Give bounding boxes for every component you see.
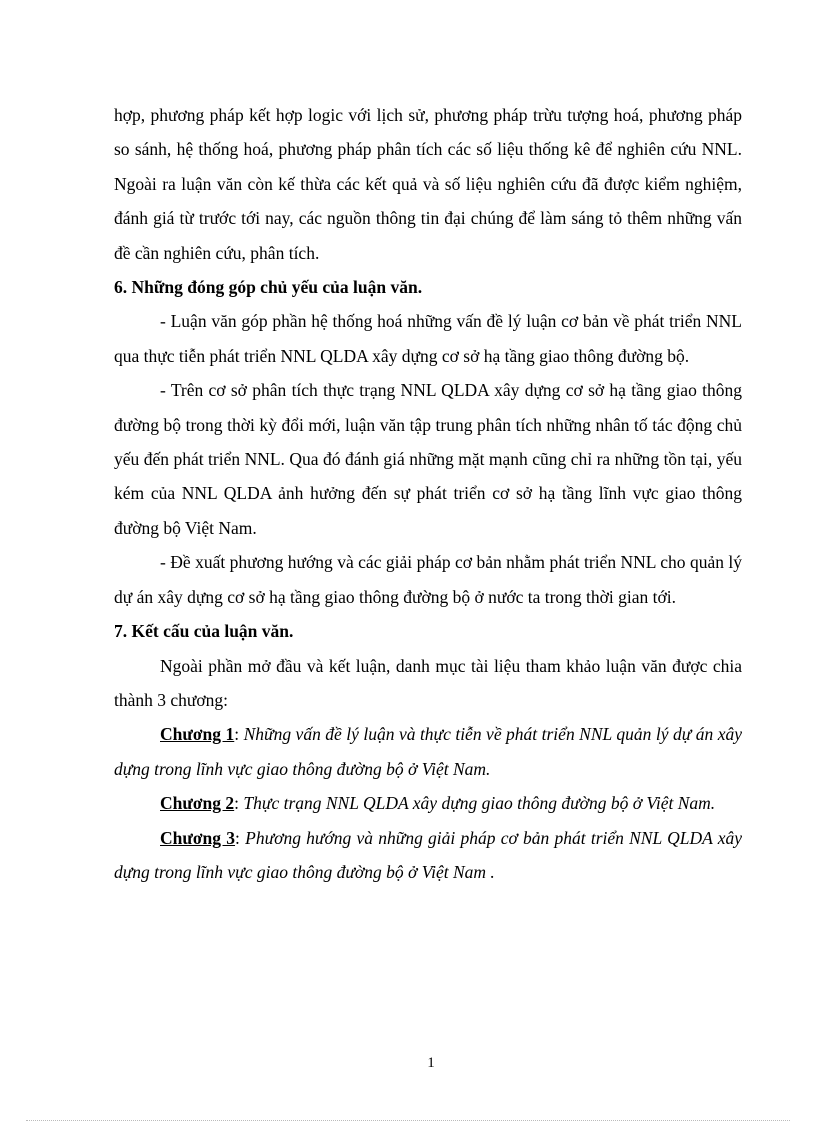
section-6-item-1: - Luận văn góp phần hệ thống hoá những vấn đề lý luận cơ bản về phát triển NNL qua thực tiễn phát triển NNL QLDA xây dựng cơ sở hạ tầng giao thông đường bộ.	[114, 311, 742, 366]
chapter-2-title: Thực trạng NNL QLDA xây dựng giao thông đường bộ ở Việt Nam.	[243, 793, 716, 814]
document-body	[114, 98, 742, 889]
page-bottom-divider	[26, 1120, 790, 1121]
section-6-item-3: - Đề xuất phương hướng và các giải pháp cơ bản nhằm phát triển NNL cho quản lý dự án xây dựng cơ sở hạ tầng giao thông đường bộ ở nước ta trong thời gian tới.	[114, 552, 742, 607]
intro-paragraph: hợp, phương pháp kết hợp logic với lịch sử, phương pháp trừu tượng hoá, phương pháp so sánh, hệ thống hoá, phương pháp phân tích các số liệu thống kê để nghiên cứu NNL. Ngoài ra luận văn còn kế thừa các kết quả và số liệu nghiên cứu đã được kiểm nghiệm, đánh giá từ trước tới nay, các nguồn thông tin đại chúng để làm sáng tỏ thêm những vấn đề cần nghiên cứu, phân tích.	[114, 105, 742, 263]
chapter-3-label: Chương 3	[160, 827, 236, 848]
section-7-intro: Ngoài phần mở đầu và kết luận, danh mục tài liệu tham khảo luận văn được chia thành 3 chương:	[114, 655, 742, 710]
chapter-3-entry	[114, 821, 742, 890]
chapter-1-title: Những vấn đề lý luận và thực tiễn về phát triển NNL quản lý dự án xây dựng trong lĩnh vực giao thông đường bộ ở Việt Nam.	[114, 724, 742, 779]
section-7-heading: 7. Kết cấu của luận văn.	[114, 621, 294, 642]
chapter-1-label: Chương 1	[160, 724, 235, 745]
chapter-2-separator: :	[234, 793, 244, 814]
chapter-1-separator: :	[234, 724, 244, 745]
section-6-item-2: - Trên cơ sở phân tích thực trạng NNL QLDA xây dựng cơ sở hạ tầng giao thông đường bộ trong thời kỳ đổi mới, luận văn tập trung phân tích những nhân tố tác động chủ yếu đến phát triển NNL. Qua đó đánh giá những mặt mạnh cũng chỉ ra những tồn tại, yếu kém của NNL QLDA ảnh hưởng đến sự phát triển cơ sở hạ tầng lĩnh vực giao thông đường bộ Việt Nam.	[114, 380, 742, 538]
chapter-1-entry	[114, 717, 742, 786]
section-6-heading: 6. Những đóng góp chủ yếu của luận văn.	[114, 277, 423, 298]
chapter-3-separator: :	[235, 827, 246, 848]
chapter-3-title: Phương hướng và những giải pháp cơ bản phát triển NNL QLDA xây dựng trong lĩnh vực giao thông đường bộ ở Việt Nam .	[114, 827, 742, 882]
chapter-2-entry	[114, 786, 742, 820]
page-number: 1	[427, 1055, 435, 1071]
chapter-2-label: Chương 2	[160, 793, 235, 814]
